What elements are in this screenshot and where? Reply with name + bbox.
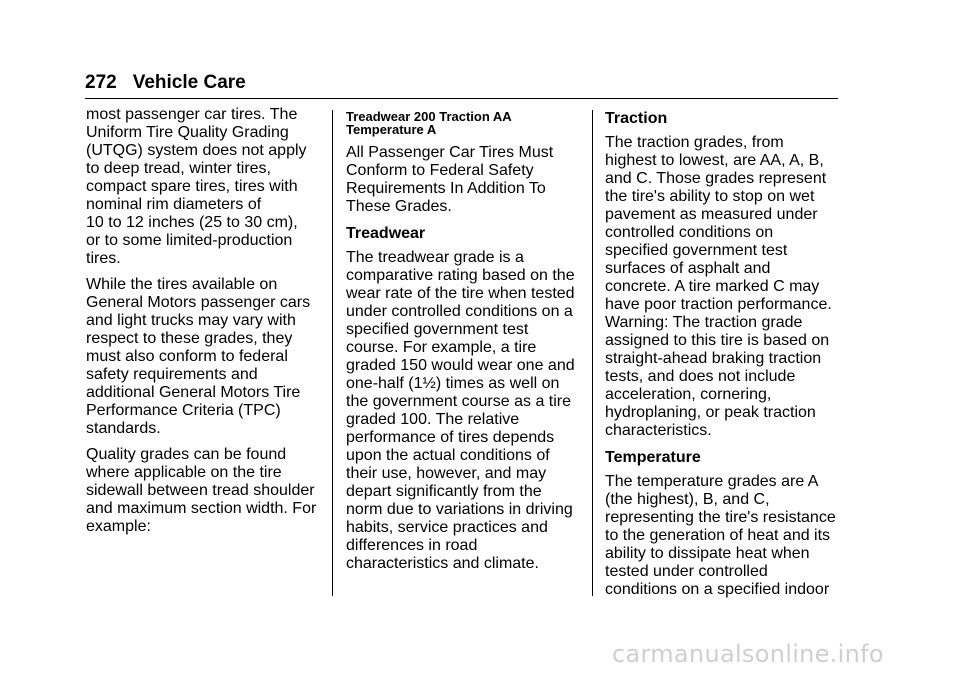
paragraph: Quality grades can be found where applicable on the tire sidewall between tread shoulder and maximum section width. For example: xyxy=(86,446,317,535)
page-header xyxy=(85,71,246,95)
column-divider-2 xyxy=(592,110,593,596)
column-divider-1 xyxy=(332,110,333,596)
paragraph: most passenger car tires. The Uniform Tire Quality Grading (UTQG) system does not apply to deep tread, winter tires, compact spare tires, tires with nominal rim diameters of 10 to 12 inches (25 to 30 cm), or to some limited-production tires. xyxy=(86,106,307,267)
paragraph: All Passenger Car Tires Must Conform to Federal Safety Requirements In Addition To These Grades. xyxy=(346,144,554,215)
section-heading-temperature: Temperature xyxy=(605,449,701,466)
watermark: carmanualsonline.info xyxy=(612,640,884,668)
paragraph: The temperature grades are A (the highest), B, and C, representing the tire's resistance to the generation of heat and its ability to dissipate heat when tested under controlled conditions on a specified indoor xyxy=(605,473,836,598)
section-title: Vehicle Care xyxy=(132,72,246,93)
section-heading-treadwear: Treadwear xyxy=(346,225,426,242)
column-3 xyxy=(605,109,840,607)
paragraph: While the tires available on General Motors passenger cars and light trucks may vary with respect to these grades, they must also conform to federal safety requirements and additional General Motors Tire Performance Criteria (TPC) standards. xyxy=(86,276,311,437)
column-1 xyxy=(86,106,326,544)
column-2 xyxy=(346,110,580,581)
paragraph: The treadwear grade is a comparative rating based on the wear rate of the tire when tested under controlled conditions on a specified government test course. For example, a tire graded 150 would wear one and one-half (1½) times as well on the government course as a tire graded 100. The relative performance of tires depends upon the actual conditions of their use, however, and may depart significantly from the norm due to variations in driving habits, service practices and differences in road characteristics and climate. xyxy=(346,249,575,572)
tire-grade-example: Treadwear 200 Traction AA Temperature A xyxy=(346,109,512,137)
header-rule xyxy=(85,98,838,99)
section-heading-traction: Traction xyxy=(605,110,668,127)
page-number: 272 xyxy=(85,72,117,93)
paragraph: The traction grades, from highest to lowest, are AA, A, B, and C. Those grades represent the tire's ability to stop on wet pavement as measured under controlled conditions on specified government test surfaces of asphalt and concrete. A tire marked C may have poor traction performance. Warning: The traction grade assigned to this tire is based on straight-ahead braking traction tests, and does not include acceleration, cornering, hydroplaning, or peak traction characteristics. xyxy=(605,134,832,439)
